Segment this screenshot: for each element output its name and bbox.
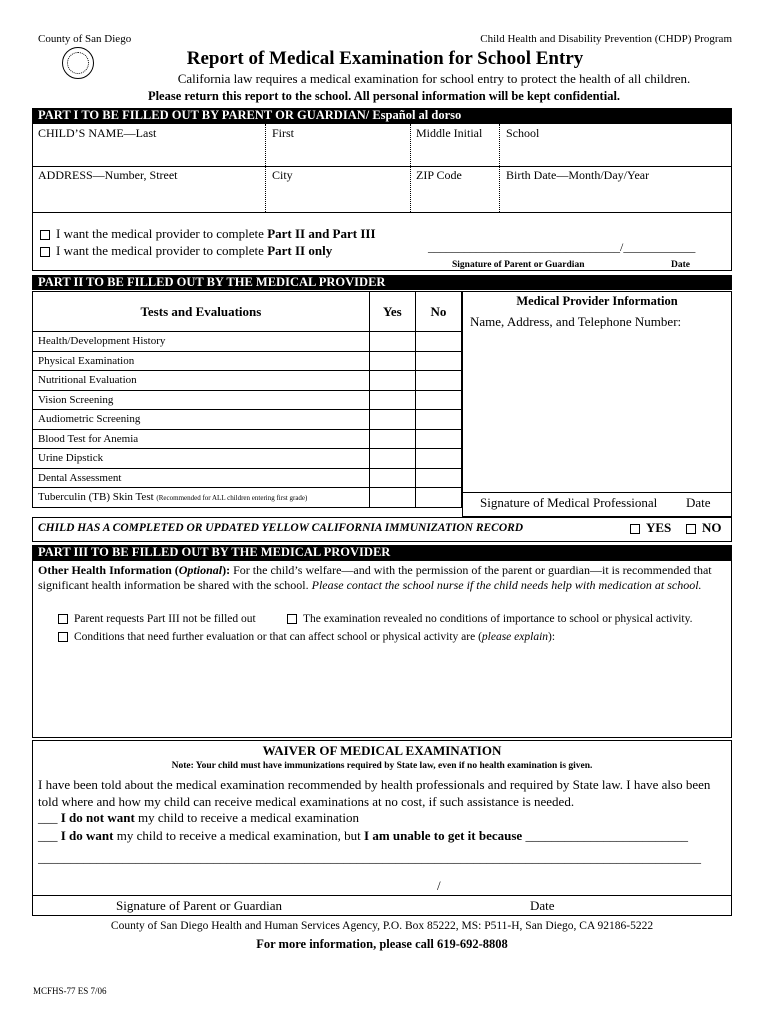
tb-test-row: Tuberculin (TB) Skin Test (Recommended for ALL children entering first grade) <box>33 488 370 508</box>
checkbox-icon[interactable] <box>630 524 640 534</box>
parent-signature-label: Signature of Parent or Guardian <box>452 260 585 270</box>
waiver-option-no[interactable]: ___ I do not want my child to receive a medical examination <box>38 810 359 825</box>
waiver-signature-label: Signature of Parent or Guardian <box>116 898 283 913</box>
program-name: Child Health and Disability Prevention (CHDP) Program <box>480 33 732 45</box>
parent-date-label: Date <box>671 260 690 270</box>
option-part2-and-3[interactable]: I want the medical provider to complete Part II and Part III <box>40 226 376 242</box>
checkbox-icon[interactable] <box>287 614 297 624</box>
table-row: Dental Assessment <box>33 468 462 488</box>
part2-header: PART II TO BE FILLED OUT BY THE MEDICAL PROVIDER <box>32 275 732 290</box>
table-row: Physical Examination <box>33 351 462 371</box>
page-subtitle: California law requires a medical examination for school entry to protect the health of all children. <box>177 71 691 86</box>
option-conditions[interactable]: Conditions that need further evaluation or that can affect school or physical activity are (please explain): <box>58 631 555 643</box>
agency-address: County of San Diego Health and Human Services Agency, P.O. Box 85222, MS: P511-H, San Diego, CA 92186-5222 <box>110 920 654 932</box>
address-field[interactable]: ADDRESS—Number, Street <box>38 168 178 182</box>
checkbox-icon[interactable] <box>58 632 68 642</box>
waiver-sig-slash: / <box>437 878 441 893</box>
birth-date-field[interactable]: Birth Date—Month/Day/Year <box>506 168 650 182</box>
table-row: Nutritional Evaluation <box>33 371 462 391</box>
table-row: Vision Screening <box>33 390 462 410</box>
waiver-blank-line[interactable]: ______________________________________________________________________________________________________ <box>38 850 701 865</box>
no-header: No <box>415 292 461 332</box>
checkbox-icon[interactable] <box>40 230 50 240</box>
part1-header: PART I TO BE FILLED OUT BY PARENT OR GUARDIAN/ Español al dorso <box>32 108 732 123</box>
yes-header: Yes <box>369 292 415 332</box>
table-row: Urine Dipstick <box>33 449 462 469</box>
option-no-part3[interactable]: Parent requests Part III not be filled out <box>58 613 256 625</box>
provider-info-subtitle: Name, Address, and Telephone Number: <box>470 314 682 329</box>
county-name: County of San Diego <box>38 33 132 45</box>
table-row: Health/Development History <box>33 332 462 352</box>
confidential-notice: Please return this report to the school. All personal information will be kept confidential. <box>147 89 621 103</box>
page-title: Report of Medical Examination for School Entry <box>186 48 584 69</box>
waiver-option-unable[interactable]: ___ I do want my child to receive a medical examination, but I am unable to get it because _________________________ <box>38 828 688 843</box>
table-row: Blood Test for Anemia <box>33 429 462 449</box>
part3-header: PART III TO BE FILLED OUT BY THE MEDICAL PROVIDER <box>32 545 732 560</box>
info-phone: For more information, please call 619-692-8808 <box>256 937 508 951</box>
waiver-date-label: Date <box>530 898 555 913</box>
city-field[interactable]: City <box>272 168 293 182</box>
option-part2-only[interactable]: I want the medical provider to complete Part II only <box>40 243 332 259</box>
form-id: MCFHS-77 ES 7/06 <box>33 986 107 996</box>
tests-table <box>32 291 462 508</box>
school-field[interactable]: School <box>506 126 540 140</box>
checkbox-icon[interactable] <box>686 524 696 534</box>
first-name-field[interactable]: First <box>272 126 295 140</box>
provider-date-label: Date <box>686 495 711 510</box>
waiver-note: Note: Your child must have immunizations required by State law, even if no health examination is given. <box>171 761 593 771</box>
child-last-name-field[interactable]: CHILD’S NAME—Last <box>38 126 157 140</box>
provider-info-title: Medical Provider Information <box>516 294 678 308</box>
checkbox-icon[interactable] <box>40 247 50 257</box>
tests-header: Tests and Evaluations <box>33 292 370 332</box>
waiver-text: I have been told about the medical examination recommended by health professionals and required by State law. I have also been told where and how my child can receive medical examinations at no cost, if such assistance is needed. <box>38 777 711 809</box>
provider-signature-label: Signature of Medical Professional <box>480 495 658 510</box>
zip-field[interactable]: ZIP Code <box>416 168 462 182</box>
table-row: Audiometric Screening <box>33 410 462 430</box>
option-no-conditions[interactable]: The examination revealed no conditions of importance to school or physical activity. <box>287 613 693 625</box>
immunization-yes[interactable]: YES <box>630 520 671 536</box>
table-row <box>33 488 462 508</box>
immunization-statement: CHILD HAS A COMPLETED OR UPDATED YELLOW CALIFORNIA IMMUNIZATION RECORD <box>38 522 524 534</box>
other-health-info: Other Health Information (Optional): For the child’s welfare—and with the permission of the parent or guardian—it is recommended that significant health information be shared with the school. Please contact the school nurse if the child needs help with medication at school. <box>38 563 712 592</box>
waiver-title: WAIVER OF MEDICAL EXAMINATION <box>262 743 502 758</box>
middle-initial-field[interactable]: Middle Initial <box>416 126 483 140</box>
checkbox-icon[interactable] <box>58 614 68 624</box>
parent-signature-line[interactable]: ________________________________/____________ <box>428 240 696 254</box>
immunization-no[interactable]: NO <box>686 520 722 536</box>
